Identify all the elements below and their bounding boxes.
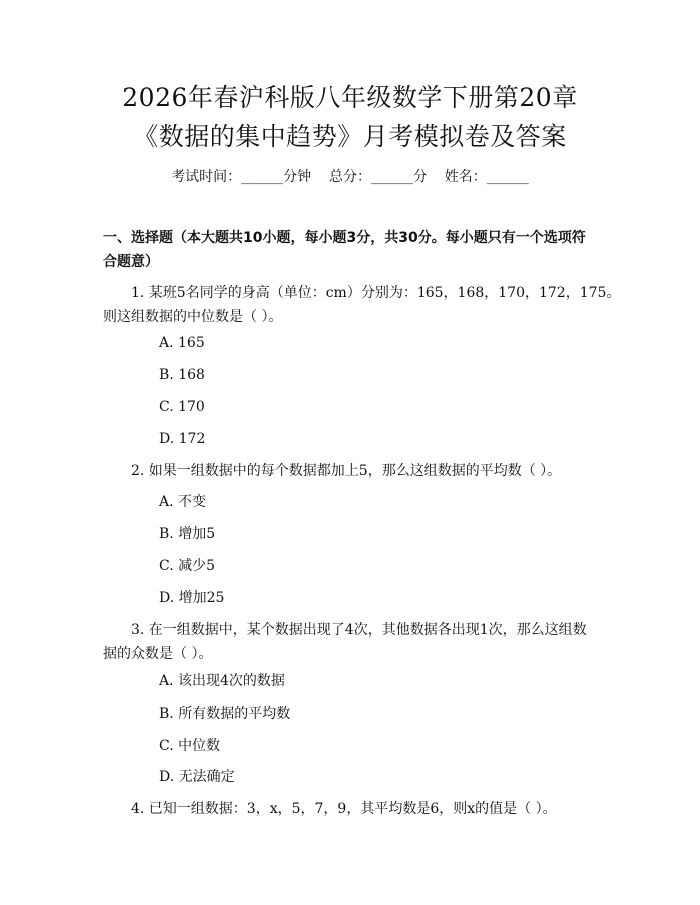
question-2-option-d: D. 增加25	[159, 590, 225, 606]
question-4-text: 4. 已知一组数据：3，x，5，7，9，其平均数是6，则x的值是（ ）。	[131, 801, 557, 817]
question-3-option-c: C. 中位数	[159, 738, 221, 754]
section-heading-line-1: 一、选择题（本大题共10小题，每小题3分，共30分。每小题只有一个选项符	[103, 230, 586, 246]
question-2-option-b: B. 增加5	[159, 526, 216, 542]
question-1-option-d: D. 172	[159, 431, 206, 447]
exam-info-line: 考试时间：______分钟 总分：______分 姓名：______	[171, 169, 529, 185]
question-3-option-a: A. 该出现4次的数据	[159, 673, 285, 689]
question-3-text-cont: 据的众数是（ ）。	[103, 646, 213, 662]
exam-title-line-2: 《数据的集中趋势》月考模拟卷及答案	[133, 122, 567, 151]
section-heading	[103, 226, 603, 274]
question-2-option-a: A. 不变	[159, 494, 207, 510]
question-1-text-cont: 则这组数据的中位数是（ ）。	[103, 309, 283, 325]
question-2-text: 2. 如果一组数据中的每个数据都加上5，那么这组数据的平均数（ ）。	[131, 463, 562, 479]
question-3-text: 3. 在一组数据中，某个数据出现了4次，其他数据各出现1次，那么这组数	[131, 622, 587, 638]
question-2-option-c: C. 减少5	[159, 558, 216, 574]
question-1-option-c: C. 170	[159, 399, 205, 415]
exam-title-line-1: 2026年春沪科版八年级数学下册第20章	[122, 83, 578, 112]
section-heading-line-2: 合题意）	[103, 254, 159, 270]
question-3-option-b: B. 所有数据的平均数	[159, 706, 291, 722]
question-1-option-a: A. 165	[159, 335, 205, 351]
question-1-option-b: B. 168	[159, 367, 205, 383]
question-3-option-d: D. 无法确定	[159, 769, 235, 785]
question-1-text: 1. 某班5名同学的身高（单位：cm）分别为：165，168，170，172，175。	[131, 285, 621, 301]
